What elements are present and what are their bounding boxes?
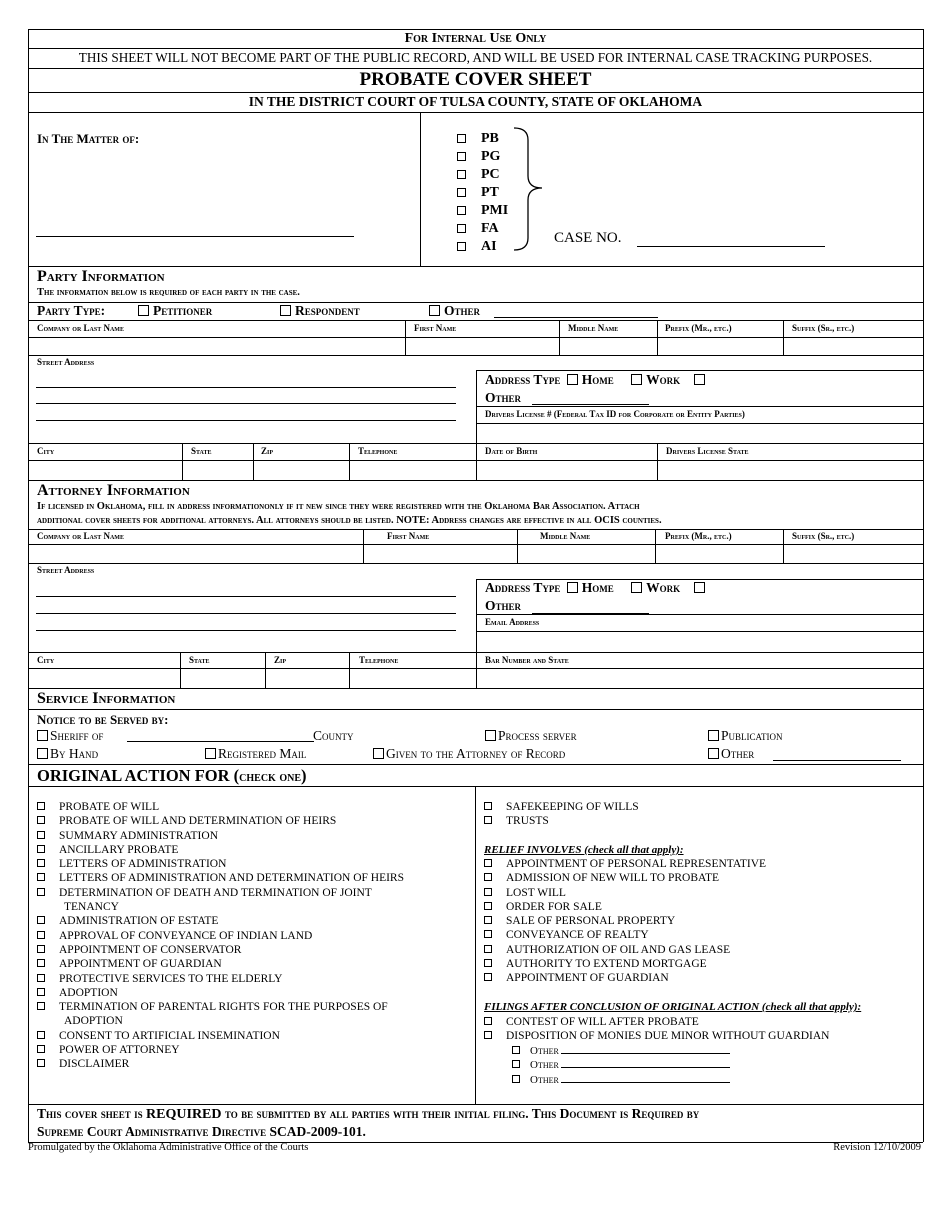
party-heading: Party Information <box>37 268 165 285</box>
list-item[interactable]: APPOINTMENT OF PERSONAL REPRESENTATIVE <box>484 857 766 871</box>
list-item[interactable]: CONVEYANCE OF REALTY <box>484 928 766 942</box>
service-hand[interactable]: By Hand <box>37 746 98 762</box>
party-company-label: Company or Last Name <box>37 323 124 333</box>
party-type-label: Party Type: <box>37 303 106 318</box>
checkbox[interactable] <box>484 802 492 810</box>
attorney-other-address-label: Other <box>485 598 522 613</box>
case-type-pg[interactable]: PG <box>457 148 500 166</box>
home-checkbox[interactable] <box>567 582 578 593</box>
case-no-line[interactable] <box>637 246 825 247</box>
list-item[interactable]: APPOINTMENT OF CONSERVATOR <box>37 943 404 957</box>
service-county-label: County <box>313 728 354 743</box>
attorney-company-label: Company or Last Name <box>37 531 124 541</box>
service-mail[interactable]: Registered Mail <box>205 746 306 762</box>
attorney-address-type <box>485 580 709 596</box>
party-other-line[interactable] <box>494 317 658 318</box>
work-label: Work <box>646 580 681 595</box>
party-suffix-label: Suffix (Sr., etc.) <box>792 323 855 333</box>
work-checkbox[interactable] <box>631 374 642 385</box>
checkbox[interactable] <box>37 945 45 953</box>
party-street-label: Street Address <box>37 357 95 367</box>
address-type-label: Address Type <box>485 580 561 595</box>
list-item[interactable]: LETTERS OF ADMINISTRATION <box>37 857 404 871</box>
list-item[interactable]: TRUSTS <box>484 814 639 828</box>
checkbox[interactable] <box>512 1075 520 1083</box>
list-item[interactable]: ANCILLARY PROBATE <box>37 843 404 857</box>
attorney-note-2: additional cover sheets for additional attorneys. All attorneys should be listed. NOTE: Address changes are effective in all OCIS counties. <box>37 515 662 526</box>
party-telephone-label: Telephone <box>358 446 398 456</box>
checkbox[interactable] <box>37 1031 45 1039</box>
attorney-telephone-label: Telephone <box>359 655 399 665</box>
matter-label: In The Matter of: <box>37 131 140 146</box>
list-item[interactable]: PROBATE OF WILL <box>37 800 404 814</box>
page-title: PROBATE COVER SHEET <box>359 69 592 90</box>
case-no-label: CASE NO. <box>554 230 622 246</box>
footer-directive: Supreme Court Administrative Directive SCAD-2009-101. <box>37 1124 366 1139</box>
checkbox[interactable] <box>484 959 492 967</box>
case-type-ai[interactable]: AI <box>457 238 497 256</box>
checkbox[interactable] <box>37 816 45 824</box>
party-dob-label: Date of Birth <box>485 446 538 456</box>
attorney-email-label: Email Address <box>485 617 540 627</box>
checkbox[interactable] <box>457 170 466 179</box>
checkbox[interactable] <box>205 748 216 759</box>
home-label: Home <box>581 580 614 595</box>
list-item[interactable]: APPOINTMENT OF GUARDIAN <box>484 971 766 985</box>
checkbox[interactable] <box>373 748 384 759</box>
list-item[interactable]: ADMISSION OF NEW WILL TO PROBATE <box>484 871 766 885</box>
matter-name-line[interactable] <box>36 236 354 237</box>
attorney-first-label: First Name <box>387 531 430 541</box>
party-zip-label: Zip <box>261 446 274 456</box>
attorney-street-label: Street Address <box>37 565 95 575</box>
promulgated-note: Promulgated by the Oklahoma Administrative Office of the Courts <box>28 1142 309 1153</box>
other-item[interactable]: Other <box>512 1073 730 1087</box>
attorney-prefix-label: Prefix (Mr., etc.) <box>665 531 732 541</box>
list-item[interactable]: PROTECTIVE SERVICES TO THE ELDERLY <box>37 972 404 986</box>
attorney-street-line-3[interactable] <box>36 630 456 631</box>
list-item[interactable]: DISCLAIMER <box>37 1057 404 1071</box>
court-heading: IN THE DISTRICT COURT OF TULSA COUNTY, STATE OF OKLAHOMA <box>248 94 703 109</box>
list-item[interactable]: CONTEST OF WILL AFTER PROBATE <box>484 1015 830 1029</box>
checkbox[interactable] <box>457 188 466 197</box>
sheriff-county-line[interactable] <box>127 741 314 742</box>
original-action-heading: ORIGINAL ACTION FOR (check one) <box>37 766 307 785</box>
other-item[interactable]: Other <box>512 1044 730 1058</box>
service-publication[interactable]: Publication <box>708 728 783 744</box>
attorney-heading: Attorney Information <box>37 482 190 499</box>
party-type-other[interactable]: Other <box>429 303 480 319</box>
attorney-city-label: City <box>37 655 55 665</box>
party-dl-label: Drivers License # (Federal Tax ID for Corporate or Entity Parties) <box>485 409 745 419</box>
party-middle-label: Middle Name <box>568 323 619 333</box>
checkbox[interactable] <box>484 1017 492 1025</box>
attorney-zip-label: Zip <box>274 655 287 665</box>
party-street-line-1[interactable] <box>36 387 456 388</box>
checkbox[interactable] <box>37 916 45 924</box>
checkbox[interactable] <box>512 1046 520 1054</box>
home-checkbox[interactable] <box>567 374 578 385</box>
list-item[interactable]: APPOINTMENT OF GUARDIAN <box>37 957 404 971</box>
service-other[interactable]: Other <box>708 746 754 762</box>
list-item[interactable]: LETTERS OF ADMINISTRATION AND DETERMINATION OF HEIRS <box>37 871 404 885</box>
internal-use-label: For Internal Use Only <box>404 31 547 46</box>
case-type-pc[interactable]: PC <box>457 166 500 184</box>
service-other-line[interactable] <box>773 760 901 761</box>
checkbox[interactable] <box>708 730 719 741</box>
party-street-line-2[interactable] <box>36 403 456 404</box>
checkbox[interactable] <box>484 945 492 953</box>
list-item[interactable]: PROBATE OF WILL AND DETERMINATION OF HEIRS <box>37 814 404 828</box>
case-type-fa[interactable]: FA <box>457 220 499 238</box>
checkbox[interactable] <box>484 916 492 924</box>
list-item[interactable]: ORDER FOR SALE <box>484 900 766 914</box>
party-type-respondent[interactable]: Respondent <box>280 303 360 319</box>
checkbox[interactable] <box>37 888 45 896</box>
checkbox[interactable] <box>457 134 466 143</box>
checkbox[interactable] <box>484 873 492 881</box>
checkbox[interactable] <box>37 1059 45 1067</box>
checkbox[interactable] <box>37 859 45 867</box>
list-item[interactable]: ADOPTION <box>37 986 404 1000</box>
checkbox[interactable] <box>37 831 45 839</box>
service-process[interactable]: Process server <box>485 728 577 744</box>
list-item[interactable]: LOST WILL <box>484 886 766 900</box>
list-item-continuation: ADOPTION <box>64 1015 123 1028</box>
checkbox[interactable] <box>484 816 492 824</box>
service-given[interactable]: Given to the Attorney of Record <box>373 746 565 762</box>
checkbox[interactable] <box>484 930 492 938</box>
party-city-label: City <box>37 446 55 456</box>
list-item-continuation: TENANCY <box>64 901 119 914</box>
list-item[interactable]: AUTHORITY TO EXTEND MORTGAGE <box>484 957 766 971</box>
case-type-pmi[interactable]: PMI <box>457 202 508 220</box>
list-item[interactable]: CONSENT TO ARTIFICIAL INSEMINATION <box>37 1029 404 1043</box>
list-item[interactable]: SUMMARY ADMINISTRATION <box>37 829 404 843</box>
checkbox[interactable] <box>708 748 719 759</box>
attorney-street-line-1[interactable] <box>36 596 456 597</box>
checkbox[interactable] <box>37 748 48 759</box>
relief-heading: RELIEF INVOLVES (check all that apply): <box>484 844 684 856</box>
checkbox[interactable] <box>37 931 45 939</box>
checkbox[interactable] <box>37 1045 45 1053</box>
work-checkbox[interactable] <box>631 582 642 593</box>
checkbox[interactable] <box>429 305 440 316</box>
filings-heading: FILINGS AFTER CONCLUSION OF ORIGINAL ACTION (check all that apply): <box>484 1001 862 1013</box>
checkbox[interactable] <box>484 973 492 981</box>
internal-notice: THIS SHEET WILL NOT BECOME PART OF THE PUBLIC RECORD, AND WILL BE USED FOR INTERNAL CASE TRACKING PURPOSES. <box>78 50 873 65</box>
checkbox[interactable] <box>37 873 45 881</box>
party-dl-state-label: Drivers License State <box>666 446 749 456</box>
party-type-petitioner[interactable]: Petitioner <box>138 303 212 319</box>
list-item[interactable]: DETERMINATION OF DEATH AND TERMINATION OF JOINT <box>37 886 404 900</box>
list-item[interactable]: DISPOSITION OF MONIES DUE MINOR WITHOUT GUARDIAN <box>484 1029 830 1043</box>
checkbox[interactable] <box>484 902 492 910</box>
party-state-label: State <box>191 446 212 456</box>
attorney-note-1: If licensed in Oklahoma, fill in address informationonly if it new since they were registered with the Oklahoma Bar Association. Attach <box>37 501 640 512</box>
list-item[interactable]: POWER OF ATTORNEY <box>37 1043 404 1057</box>
curly-brace-icon <box>512 126 548 254</box>
other-checkbox[interactable] <box>694 582 705 593</box>
party-subheading: The information below is required of each party in the case. <box>37 287 300 298</box>
checkbox[interactable] <box>512 1060 520 1068</box>
checkbox[interactable] <box>138 305 149 316</box>
checkbox[interactable] <box>457 224 466 233</box>
case-type-pt[interactable]: PT <box>457 184 499 202</box>
revision-note: Revision 12/10/2009 <box>833 1142 921 1153</box>
service-sheriff[interactable]: Sheriff of <box>37 728 103 744</box>
service-heading: Service Information <box>37 690 176 707</box>
address-type-label: Address Type <box>485 372 561 387</box>
attorney-middle-label: Middle Name <box>540 531 591 541</box>
attorney-bar-label: Bar Number and State <box>485 655 569 665</box>
filings-other-list <box>512 1044 730 1087</box>
checkbox[interactable] <box>37 988 45 996</box>
checkbox[interactable] <box>457 206 466 215</box>
original-action-right-top <box>484 800 639 829</box>
party-other-address-label: Other <box>485 390 522 405</box>
attorney-street-line-2[interactable] <box>36 613 456 614</box>
checkbox[interactable] <box>37 974 45 982</box>
checkbox[interactable] <box>280 305 291 316</box>
checkbox[interactable] <box>484 888 492 896</box>
service-notice: Notice to be Served by: <box>37 712 169 727</box>
list-item[interactable]: SAFEKEEPING OF WILLS <box>484 800 639 814</box>
attorney-state-label: State <box>189 655 210 665</box>
checkbox[interactable] <box>37 1002 45 1010</box>
work-label: Work <box>646 372 681 387</box>
list-item[interactable]: SALE OF PERSONAL PROPERTY <box>484 914 766 928</box>
checkbox[interactable] <box>457 152 466 161</box>
list-item[interactable]: ADMINISTRATION OF ESTATE <box>37 914 404 928</box>
party-prefix-label: Prefix (Mr., etc.) <box>665 323 732 333</box>
party-street-line-3[interactable] <box>36 420 456 421</box>
party-other-address-line[interactable] <box>532 404 649 405</box>
original-action-left-list <box>37 800 404 1072</box>
checkbox[interactable] <box>37 802 45 810</box>
checkbox[interactable] <box>457 242 466 251</box>
attorney-suffix-label: Suffix (Sr., etc.) <box>792 531 855 541</box>
checkbox[interactable] <box>484 859 492 867</box>
party-first-label: First Name <box>414 323 457 333</box>
checkbox[interactable] <box>37 959 45 967</box>
footer-requirement: This cover sheet is REQUIRED to be submitted by all parties with their initial filing. This Document is Required by <box>37 1106 700 1122</box>
filings-list <box>484 1015 830 1044</box>
list-item[interactable]: TERMINATION OF PARENTAL RIGHTS FOR THE PURPOSES OF <box>37 1000 404 1014</box>
checkbox[interactable] <box>485 730 496 741</box>
other-checkbox[interactable] <box>694 374 705 385</box>
list-item[interactable]: AUTHORIZATION OF OIL AND GAS LEASE <box>484 943 766 957</box>
home-label: Home <box>581 372 614 387</box>
checkbox[interactable] <box>37 730 48 741</box>
relief-list <box>484 857 766 986</box>
party-address-type <box>485 372 709 388</box>
checkbox[interactable] <box>37 845 45 853</box>
attorney-other-address-line[interactable] <box>532 613 649 614</box>
case-type-pb[interactable]: PB <box>457 130 499 148</box>
other-item[interactable]: Other <box>512 1058 730 1072</box>
checkbox[interactable] <box>484 1031 492 1039</box>
list-item[interactable]: APPROVAL OF CONVEYANCE OF INDIAN LAND <box>37 929 404 943</box>
